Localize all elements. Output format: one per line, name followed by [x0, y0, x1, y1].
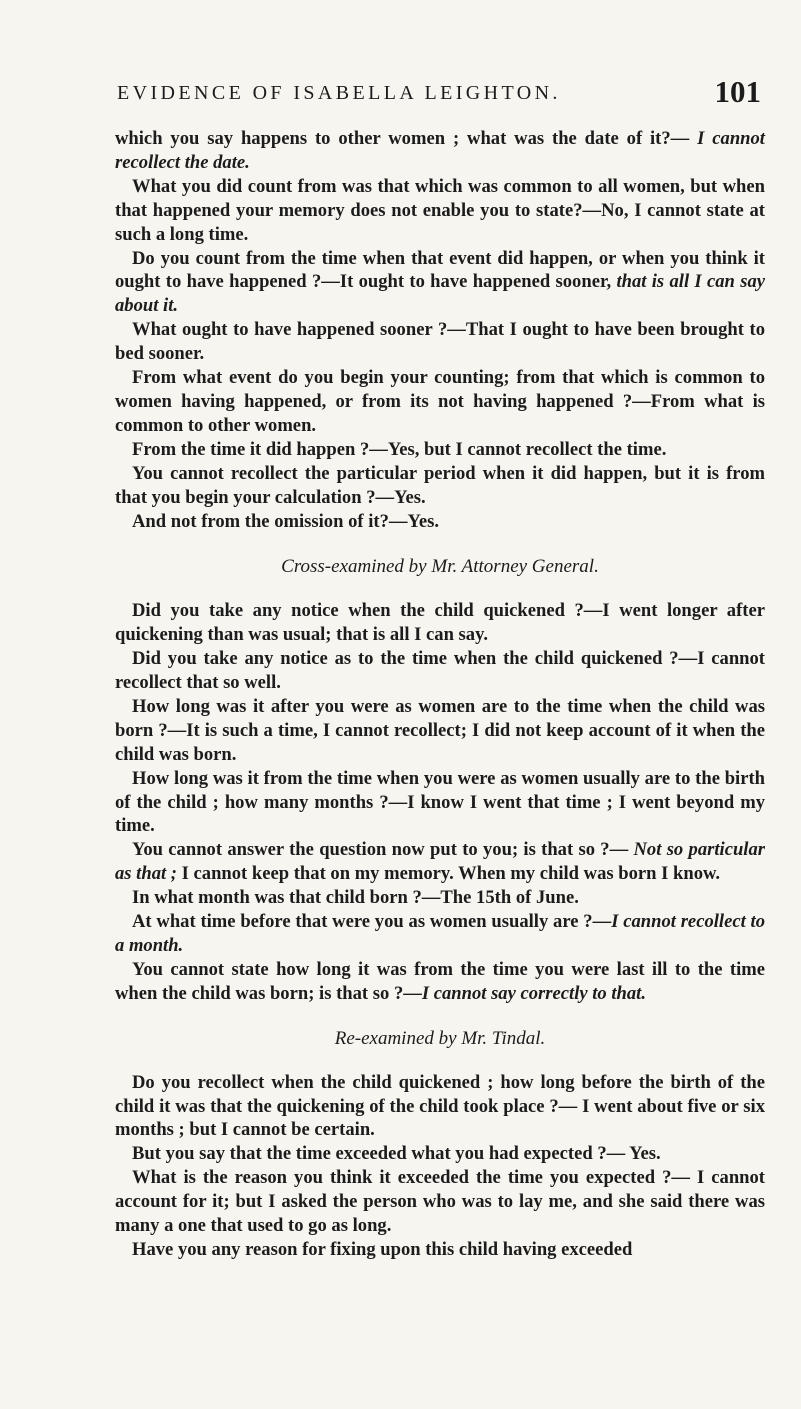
page-header: [115, 74, 765, 112]
paragraph: You cannot answer the question now put to you; is that so ?— Not so particular as that ; I cannot keep that on my memory. When my child was born I know.: [115, 839, 765, 885]
paragraph: How long was it after you were as women are to the time when the child was born ?—It is such a time, I cannot recollect; I did not keep account of it when the child was born.: [115, 695, 765, 765]
paragraph: What is the reason you think it exceeded the time you expected ?— I cannot account for it; but I asked the person who was to lay me, and she said there was many a one that used to go as long.: [115, 1167, 765, 1237]
paragraph: What you did count from was that which was common to all women, but when that happened your memory does not enable you to state?—No, I cannot state at such a long time.: [115, 175, 765, 245]
paragraph: At what time before that were you as women usually are ?—I cannot recollect to a month.: [115, 911, 765, 956]
paragraph: which you say happens to other women ; what was the date of it?— I cannot recollect the date.: [115, 128, 765, 173]
page-number: 101: [714, 74, 761, 109]
paragraph: You cannot state how long it was from the time you were last ill to the time when the child was born; is that so ?—I cannot say correctly to that.: [115, 958, 765, 1004]
paragraph: From what event do you begin your counting; from that which is common to women having happened, or from its not having happened ?—From what is common to other women.: [115, 367, 765, 436]
running-title: EVIDENCE OF ISABELLA LEIGHTON.: [117, 82, 561, 104]
section-heading: Re-examined by Mr. Tindal.: [334, 1027, 546, 1049]
paragraph: Did you take any notice when the child quickened ?—I went longer after quickening than was usual; that is all I can say.: [115, 600, 765, 646]
page-body: [115, 127, 765, 1262]
paragraph: Do you count from the time when that event did happen, or when you think it ought to have happened ?—It ought to have happened sooner, that is all I can say about it.: [115, 247, 765, 317]
paragraph: Do you recollect when the child quickened ; how long before the birth of the child it was that the quickening of the child took place ?— I went about five or six months ; but I cannot be certain.: [115, 1071, 765, 1141]
paragraph: You cannot recollect the particular period when it did happen, but it is from that you begin your calculation ?—Yes.: [115, 462, 765, 508]
paragraph: In what month was that child born ?—The 15th of June.: [132, 887, 579, 909]
paragraph: And not from the omission of it?—Yes.: [132, 510, 439, 532]
section-heading: Cross-examined by Mr. Attorney General.: [281, 556, 599, 578]
paragraph: Have you any reason for fixing upon this child having exceeded: [132, 1238, 633, 1260]
paragraph: From the time it did happen ?—Yes, but I cannot recollect the time.: [132, 438, 667, 460]
paragraph: How long was it from the time when you were as women usually are to the birth of the child ; how many months ?—I know I went that time ; I went beyond my time.: [115, 767, 765, 837]
paragraph: Did you take any notice as to the time when the child quickened ?—I cannot recollect that so well.: [115, 648, 765, 694]
paragraph: But you say that the time exceeded what you had expected ?— Yes.: [132, 1143, 661, 1165]
paragraph: What ought to have happened sooner ?—That I ought to have been brought to bed sooner.: [115, 319, 765, 365]
